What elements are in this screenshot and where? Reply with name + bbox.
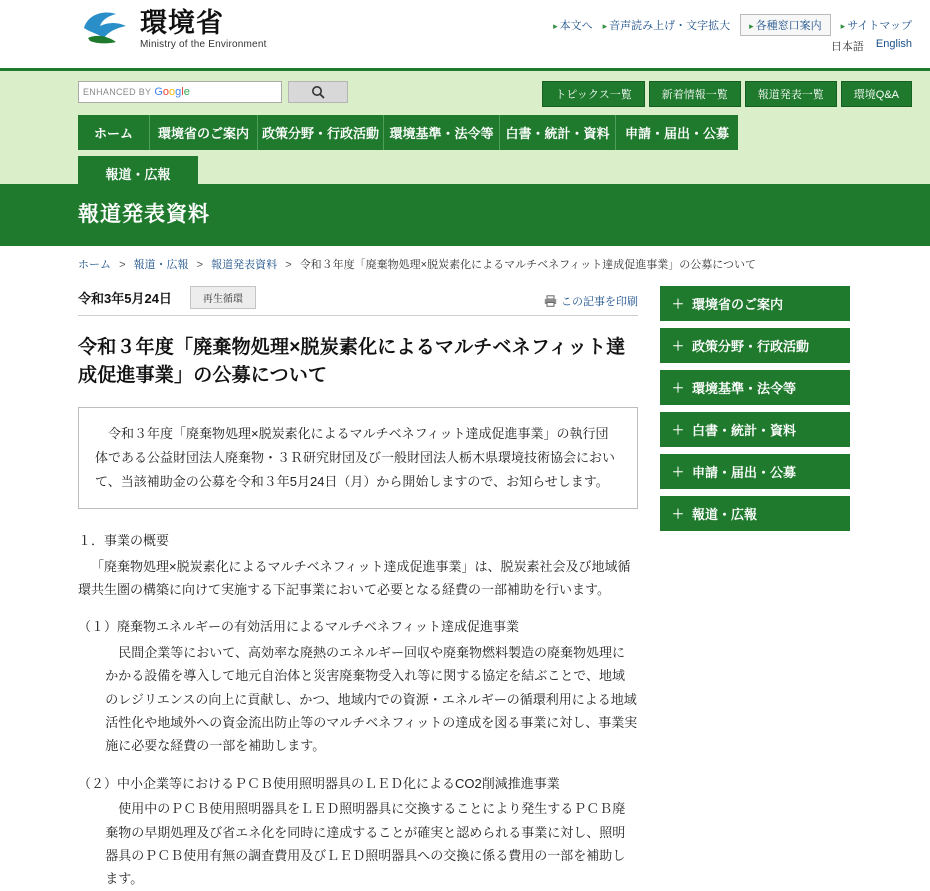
breadcrumb-item-home[interactable]: ホーム — [78, 259, 111, 271]
plus-icon: ＋ — [672, 381, 685, 395]
breadcrumb-item-press-release[interactable]: 報道発表資料 — [211, 259, 278, 271]
arrow-icon: ▸ — [602, 21, 608, 31]
search-icon — [311, 85, 325, 99]
lang-current: 日本語 — [830, 41, 864, 53]
logo-subtitle: Ministry of the Environment — [140, 39, 267, 50]
sidebar-item-label: 報道・広報 — [692, 507, 758, 522]
nav-item-press-pr[interactable]: 報道・広報 — [78, 156, 198, 191]
plus-icon: ＋ — [672, 297, 685, 311]
plus-icon: ＋ — [672, 423, 685, 437]
utility-link-sitemap[interactable]: ▸ サイトマップ — [840, 20, 912, 32]
print-article-link[interactable] — [544, 293, 638, 309]
article-meta-bar — [78, 286, 638, 316]
utility-link-voice[interactable]: ▸ 音声読み上げ・文字拡大 — [602, 20, 731, 32]
sidebar-item-policy[interactable] — [660, 328, 850, 363]
page-title-band — [0, 184, 930, 246]
sidebar-menu — [660, 286, 850, 531]
sidebar-item-label: 政策分野・行政活動 — [692, 339, 810, 354]
plus-icon: ＋ — [672, 507, 685, 521]
breadcrumb-separator: > — [196, 259, 204, 271]
subsection-1-2-body: 使用中のＰＣＢ使用照明器具をＬＥＤ照明器具に交換することにより発生するＰＣＢ廃棄物の早期処理及び省エネ化を同時に達成することが確実と認められる事業に対し、照明器具のＰＣＢ使用有無の調査費用及びＬＥＤ照明器具への交換に係る費用の一部を補助します。 — [105, 801, 626, 887]
button-env-qa[interactable]: 環境Q&A — [841, 81, 912, 107]
subsection-1-2-heading: （２）中小企業等におけるＰＣＢ使用照明器具のＬＥＤ化によるCO2削減推進事業 — [78, 775, 560, 791]
article-date: 令和3年5月24日 — [78, 291, 172, 306]
article-column — [78, 278, 638, 891]
top-shortcut-buttons — [542, 81, 912, 107]
subsection-1-1 — [78, 615, 638, 757]
search-input[interactable] — [78, 81, 282, 103]
google-wordmark: Google — [154, 86, 190, 98]
moe-logo-icon — [78, 8, 134, 50]
breadcrumb — [0, 246, 930, 278]
print-article-label: この記事を印刷 — [561, 296, 638, 308]
search-area — [78, 81, 348, 103]
logo-title: 環境省 — [140, 8, 224, 38]
sidebar-item-label: 環境基準・法令等 — [692, 381, 797, 396]
arrow-icon: ▸ — [749, 21, 754, 31]
sidebar-item-label: 白書・統計・資料 — [692, 423, 797, 438]
arrow-icon: ▸ — [553, 21, 558, 31]
sidebar-item-label: 申請・届出・公募 — [692, 465, 797, 480]
nav-item-applications[interactable]: 申請・届出・公募 — [616, 115, 738, 150]
article-lead-box: 令和３年度「廃棄物処理×脱炭素化によるマルチベネフィット達成促進事業」の執行団体である公益財団法人廃棄物・３Ｒ研究財団及び一般財団法人栃木県環境技術協会において、当該補助金の公募を令和３年5月24日（月）から開始しますので、お知らせします。 — [78, 407, 638, 509]
button-new-info-list[interactable]: 新着情報一覧 — [649, 81, 741, 107]
sidebar-item-about-moe[interactable] — [660, 286, 850, 321]
button-press-release-list[interactable]: 報道発表一覧 — [745, 81, 837, 107]
breadcrumb-separator: > — [119, 259, 126, 271]
status-badge[interactable]: 再生循環 — [190, 286, 256, 309]
plus-icon: ＋ — [672, 465, 685, 479]
utility-link-contact[interactable]: ▸ 各種窓口案内 — [740, 14, 831, 36]
sidebar-item-standards-laws[interactable] — [660, 370, 850, 405]
plus-icon: ＋ — [672, 339, 685, 353]
subsection-1-2 — [78, 772, 638, 891]
nav-item-policy[interactable]: 政策分野・行政活動 — [258, 115, 384, 150]
sidebar-item-press-pr[interactable] — [660, 496, 850, 531]
section-1-body: 「廃棄物処理×脱炭素化によるマルチベネフィット達成促進事業」は、脱炭素社会及び地域循環共生圏の構築に向けて実施する下記事業において必要となる経費の一部補助を行います。 — [78, 558, 631, 598]
lang-english[interactable]: English — [875, 38, 912, 50]
nav-item-whitepaper-stats[interactable]: 白書・統計・資料 — [500, 115, 616, 150]
site-logo[interactable] — [78, 8, 267, 50]
subsection-1-1-heading: （１）廃棄物エネルギーの有効活用によるマルチベネフィット達成促進事業 — [78, 619, 519, 635]
section-1-heading: １．事業の概要 — [78, 533, 170, 549]
article-title: 令和３年度「廃棄物処理×脱炭素化によるマルチベネフィット達成促進事業」の公募について — [78, 337, 626, 386]
language-switch — [831, 38, 912, 54]
arrow-icon: ▸ — [840, 21, 846, 31]
nav-item-about-moe[interactable]: 環境省のご案内 — [150, 115, 258, 150]
page-title: 報道発表資料 — [78, 203, 210, 226]
utility-link-body[interactable]: ▸ 本文へ — [553, 20, 593, 32]
nav-band — [0, 68, 930, 184]
sidebar-item-label: 環境省のご案内 — [692, 297, 784, 312]
utility-links — [553, 14, 912, 36]
button-topics-list[interactable]: トピックス一覧 — [542, 81, 644, 107]
sidebar-item-applications[interactable] — [660, 454, 850, 489]
search-button[interactable] — [288, 81, 348, 103]
sidebar-item-whitepaper-stats[interactable] — [660, 412, 850, 447]
nav-item-home[interactable]: ホーム — [78, 115, 150, 150]
nav-item-standards-laws[interactable]: 環境基準・法令等 — [384, 115, 500, 150]
section-1 — [78, 529, 638, 890]
subsection-1-1-body: 民間企業等において、高効率な廃熱のエネルギー回収や廃棄物燃料製造の廃棄物処理にかかる設備を導入して地元自治体と災害廃棄物受入れ等に関する協定を結ぶことで、地域のレジリエンスの向上に貢献し、かつ、地域内での資源・エネルギーの循環利用による地域活性化や地域外への資金流出防止等のマルチベネフィットの達成を図る事業に対し、事業実施に必要な経費の一部を補助します。 — [105, 644, 638, 754]
sidebar — [660, 278, 850, 891]
enhanced-by-label: ENHANCED BY — [83, 87, 152, 97]
content-columns — [0, 278, 930, 891]
main-nav-row-1 — [78, 115, 738, 150]
breadcrumb-item-press-pr[interactable]: 報道・広報 — [133, 259, 189, 271]
main-navigation — [78, 115, 738, 191]
breadcrumb-item-current: 令和３年度「廃棄物処理×脱炭素化によるマルチベネフィット達成促進事業」の公募について — [299, 259, 757, 271]
site-header — [0, 0, 930, 68]
breadcrumb-separator: > — [285, 259, 292, 271]
printer-icon — [544, 295, 557, 307]
